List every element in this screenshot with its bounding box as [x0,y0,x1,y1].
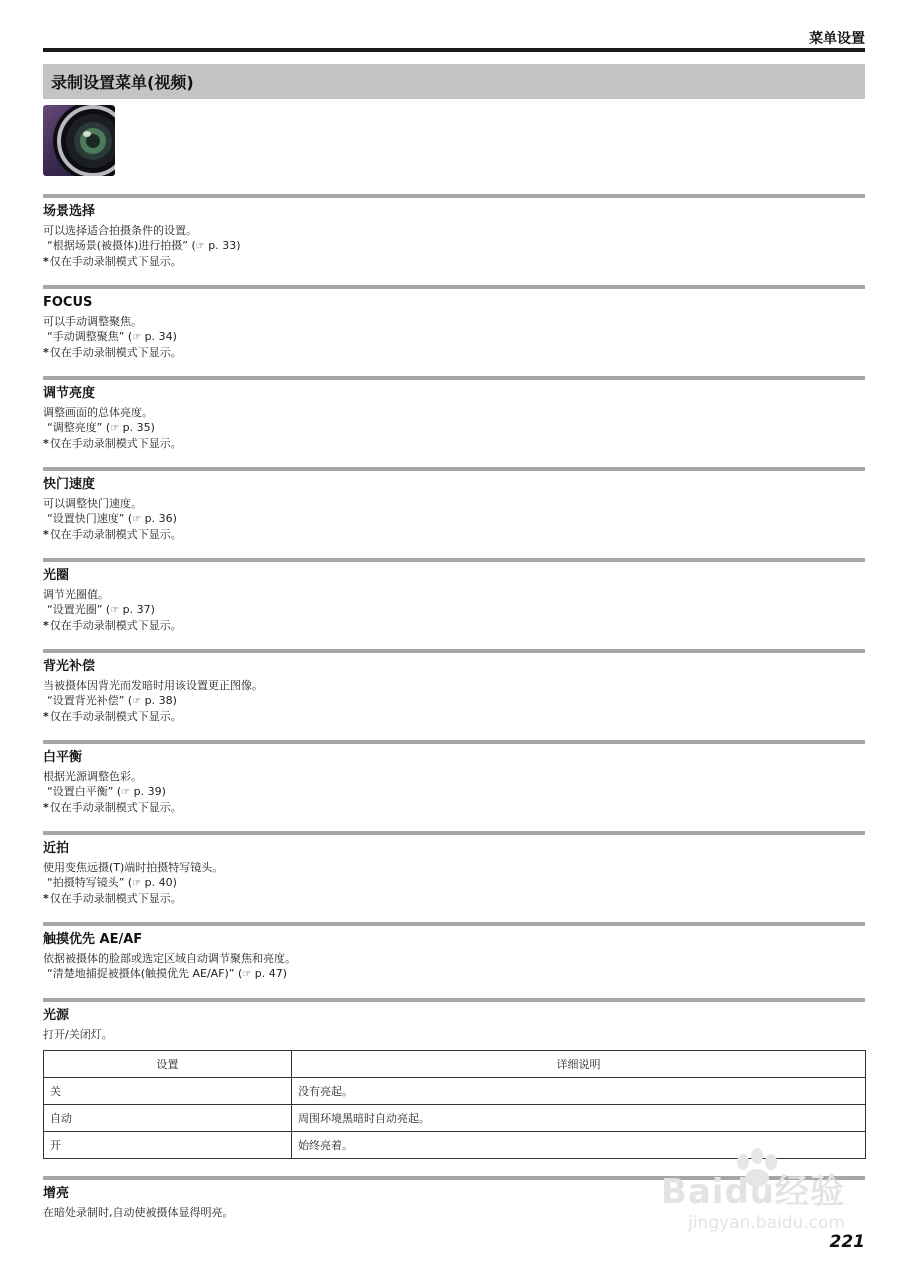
reference-icon: ☞ [132,514,142,525]
item-note [43,618,865,633]
note-text: 仅在手动录制模式下显示。 [49,892,182,905]
header-rule [43,48,865,52]
camera-lens-icon [43,105,115,176]
ref-page: p. 33 [208,239,237,252]
item-title: 调节亮度 [43,386,96,401]
reference-icon: ☞ [242,969,252,980]
item-reference[interactable]: “设置快门速度” (☞ p. 36) [47,512,177,525]
reference-icon: ☞ [110,605,120,616]
table-cell: 周围环境黑暗时自动亮起。 [292,1105,866,1132]
item-desc: 可以调整快门速度。 [43,497,142,510]
watermark-logo: Baidu经验 [660,1172,845,1212]
ref-link[interactable]: “拍摄特写镜头” [47,876,125,889]
note-text: 仅在手动录制模式下显示。 [49,801,182,814]
reference-icon: ☞ [132,878,142,889]
menu-item [43,649,865,740]
reference-icon: ☞ [110,423,120,434]
ref-link[interactable]: “手动调整聚焦” [47,330,125,343]
table-row [44,1078,866,1105]
item-title: 场景选择 [43,204,96,219]
item-desc: 打开/关闭灯。 [43,1028,113,1041]
table-cell: 自动 [44,1105,292,1132]
note-text: 仅在手动录制模式下显示。 [49,255,182,268]
item-reference[interactable]: “设置白平衡” (☞ p. 39) [47,785,166,798]
ref-link[interactable]: “清楚地捕捉被摄体(触摸优先 AE/AF)” [47,967,235,980]
table-header-cell: 详细说明 [292,1051,866,1078]
item-note [43,800,865,815]
item-note [43,891,865,906]
item-note [43,254,865,269]
item-title: 白平衡 [43,750,83,765]
table-header-row [44,1051,866,1078]
settings-table [43,1050,866,1159]
reference-icon: ☞ [121,787,131,798]
item-reference[interactable]: “调整亮度” (☞ p. 35) [47,421,155,434]
note-text: 仅在手动录制模式下显示。 [49,710,182,723]
item-title: 近拍 [43,841,70,856]
menu-item [43,467,865,558]
note-text: 仅在手动录制模式下显示。 [49,528,182,541]
item-title: 增亮 [43,1186,70,1201]
ref-page: p. 34 [144,330,173,343]
table-cell: 开 [44,1132,292,1159]
item-desc: 当被摄体因背光而发暗时用该设置更正图像。 [43,679,263,692]
item-title: 光源 [43,1008,70,1023]
table-cell: 始终亮着。 [292,1132,866,1159]
reference-icon: ☞ [132,332,142,343]
star-icon: * [43,801,49,814]
section-title: 录制设置菜单(视频) [51,73,194,92]
star-icon: * [43,892,49,905]
ref-link[interactable]: “设置光圈” [47,603,103,616]
item-desc: 调节光圈值。 [43,588,109,601]
table-cell: 关 [44,1078,292,1105]
ref-link[interactable]: “根据场景(被摄体)进行拍摄” [47,239,188,252]
star-icon: * [43,710,49,723]
menu-item [43,558,865,649]
menu-item-light [43,998,865,1159]
menu-item [43,285,865,376]
ref-link[interactable]: “设置背光补偿” [47,694,125,707]
ref-link[interactable]: “调整亮度” [47,421,103,434]
ref-page: p. 35 [122,421,151,434]
star-icon: * [43,619,49,632]
ref-page: p. 39 [133,785,162,798]
note-text: 仅在手动录制模式下显示。 [49,619,182,632]
reference-icon: ☞ [195,241,205,252]
item-reference[interactable]: “设置背光补偿” (☞ p. 38) [47,694,177,707]
watermark-url: jingyan.baidu.com [688,1213,845,1233]
ref-page: p. 40 [144,876,173,889]
star-icon: * [43,528,49,541]
note-text: 仅在手动录制模式下显示。 [49,437,182,450]
menu-item [43,740,865,831]
item-note [43,709,865,724]
item-desc: 调整画面的总体亮度。 [43,406,153,419]
reference-icon: ☞ [132,696,142,707]
watermark [625,1148,845,1243]
item-title: 光圈 [43,568,70,583]
star-icon: * [43,255,49,268]
item-reference[interactable]: “拍摄特写镜头” (☞ p. 40) [47,876,177,889]
ref-page: p. 37 [122,603,151,616]
section-title-bar [43,64,865,99]
note-text: 仅在手动录制模式下显示。 [49,346,182,359]
item-note [43,345,865,360]
ref-link[interactable]: “设置白平衡” [47,785,114,798]
menu-item [43,922,865,998]
ref-page: p. 38 [144,694,173,707]
item-desc: 可以选择适合拍摄条件的设置。 [43,224,197,237]
item-reference[interactable]: “设置光圈” (☞ p. 37) [47,603,155,616]
table-cell: 没有亮起。 [292,1078,866,1105]
ref-link[interactable]: “设置快门速度” [47,512,125,525]
star-icon: * [43,437,49,450]
item-desc: 依据被摄体的脸部或选定区域自动调节聚焦和亮度。 [43,952,296,965]
item-desc: 根据光源调整色彩。 [43,770,142,783]
content [43,194,865,1220]
item-reference[interactable]: “根据场景(被摄体)进行拍摄” (☞ p. 33) [47,239,241,252]
item-reference[interactable]: “手动调整聚焦” (☞ p. 34) [47,330,177,343]
item-title: FOCUS [43,295,93,310]
ref-page: p. 36 [144,512,173,525]
item-title: 背光补偿 [43,659,96,674]
item-title: 快门速度 [43,477,96,492]
item-reference[interactable]: “清楚地捕捉被摄体(触摸优先 AE/AF)” (☞ p. 47) [47,967,288,980]
item-desc: 使用变焦远摄(T)端时拍摄特写镜头。 [43,861,224,874]
menu-item [43,376,865,467]
menu-item [43,831,865,922]
page-number: 221 [829,1232,865,1252]
item-desc: 在暗处录制时,自动使被摄体显得明亮。 [43,1206,234,1219]
table-row [44,1105,866,1132]
item-desc: 可以手动调整聚焦。 [43,315,142,328]
ref-page: p. 47 [254,967,283,980]
item-note [43,527,865,542]
table-header-cell: 设置 [44,1051,292,1078]
star-icon: * [43,346,49,359]
item-title: 触摸优先 AE/AF [43,932,143,947]
item-note [43,436,865,451]
menu-item [43,194,865,285]
page-header-title: 菜单设置 [809,31,865,47]
